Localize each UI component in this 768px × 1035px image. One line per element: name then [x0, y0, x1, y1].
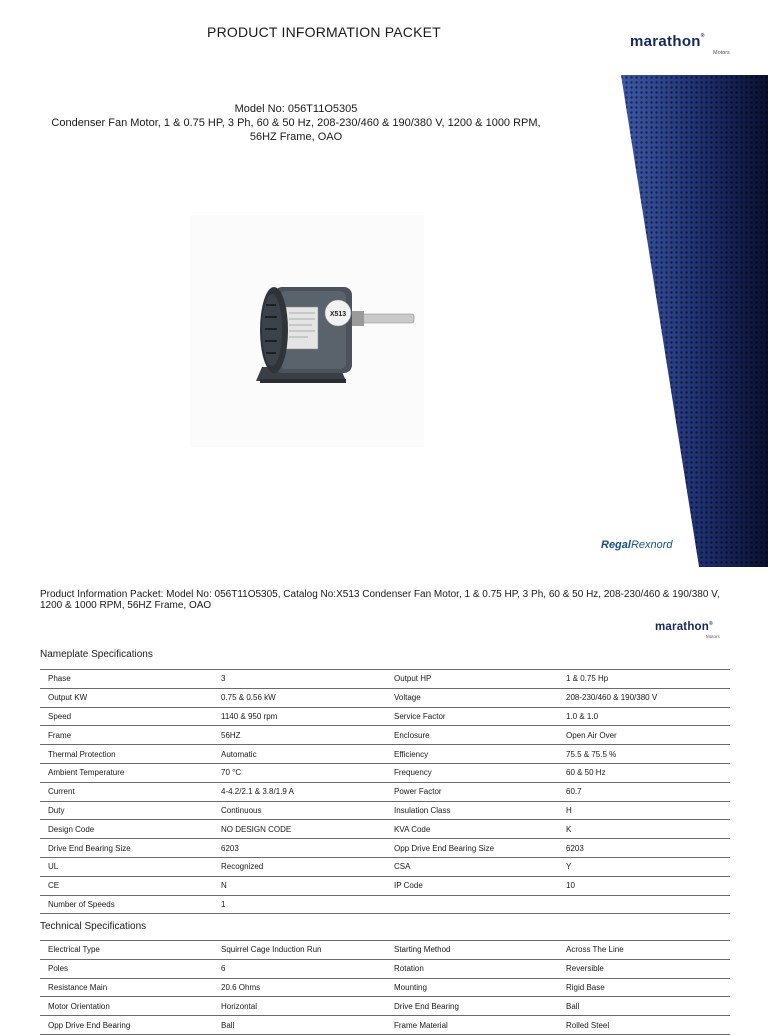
packet-line: 1200 & 1000 RPM, 56HZ Frame, OAO	[40, 600, 212, 611]
spec-row	[40, 670, 730, 689]
spec-value: 10	[558, 876, 730, 895]
nameplate-table	[40, 669, 730, 914]
spec-row	[40, 820, 730, 839]
spec-label: Design Code	[40, 820, 213, 839]
logo-text: marathon	[655, 621, 709, 633]
spec-value: Recognized	[213, 857, 386, 876]
spec-value: Ball	[213, 1016, 386, 1035]
spec-value: Open Air Over	[558, 726, 730, 745]
spec-label: Speed	[40, 707, 213, 726]
spec-value: 208-230/460 & 190/380 V	[558, 688, 730, 707]
spec-row	[40, 857, 730, 876]
spec-row	[40, 941, 730, 960]
spec-label: Drive End Bearing Size	[40, 839, 213, 858]
spec-label	[386, 895, 558, 914]
spec-value	[558, 895, 730, 914]
spec-label: Electrical Type	[40, 941, 213, 960]
spec-value: 6203	[213, 839, 386, 858]
nameplate-section-title: Nameplate Specifications	[40, 649, 153, 660]
spec-value: 56HZ	[213, 726, 386, 745]
logo-subtext: Motors	[706, 634, 720, 639]
spec-label: Ambient Temperature	[40, 763, 213, 782]
logo-text: marathon	[630, 33, 701, 50]
regal-text: Regal	[601, 539, 631, 551]
spec-label: CE	[40, 876, 213, 895]
model-number: Model No: 056T11O5305	[234, 103, 358, 115]
spec-label: Frame Material	[386, 1016, 558, 1035]
packet-line: Product Information Packet: Model No: 056T11O5305, Catalog No:X513 Condenser Fan Motor, 1 & 0.75 HP, 3 Ph, 60 & 50 Hz, 208-230/460 & 190/380 V,	[40, 589, 720, 600]
spec-row	[40, 782, 730, 801]
spec-label: Power Factor	[386, 782, 558, 801]
spec-label: Drive End Bearing	[386, 997, 558, 1016]
spec-label: Opp Drive End Bearing Size	[386, 839, 558, 858]
spec-value: 70 °C	[213, 763, 386, 782]
marathon-logo-small: marathon®	[655, 621, 713, 633]
spec-value: Continuous	[213, 801, 386, 820]
spec-label: Voltage	[386, 688, 558, 707]
spec-value: 1.0 & 1.0	[558, 707, 730, 726]
spec-label: Output HP	[386, 670, 558, 689]
page-title: PRODUCT INFORMATION PACKET	[207, 24, 441, 40]
spec-value: NO DESIGN CODE	[213, 820, 386, 839]
spec-value: Across The Line	[558, 941, 730, 960]
spec-label: Efficiency	[386, 745, 558, 764]
spec-value: 1	[213, 895, 386, 914]
logo-subtext: Motors	[713, 50, 730, 56]
spec-value: 60.7	[558, 782, 730, 801]
spec-value: Horizontal	[213, 997, 386, 1016]
spec-label: Mounting	[386, 978, 558, 997]
technical-section-title: Technical Specifications	[40, 921, 147, 932]
spec-value: 20.6 Ohms	[213, 978, 386, 997]
model-desc-line: 56HZ Frame, OAO	[249, 131, 343, 143]
spec-label: Thermal Protection	[40, 745, 213, 764]
spec-label: IP Code	[386, 876, 558, 895]
decorative-banner	[589, 75, 768, 567]
spec-label: KVA Code	[386, 820, 558, 839]
spec-label: Output KW	[40, 688, 213, 707]
spec-value: 4-4.2/2.1 & 3.8/1.9 A	[213, 782, 386, 801]
spec-label: Frame	[40, 726, 213, 745]
spec-label: UL	[40, 857, 213, 876]
model-description	[0, 102, 592, 144]
motor-product-image	[190, 215, 424, 447]
spec-row	[40, 1016, 730, 1035]
spec-label: Rotation	[386, 959, 558, 978]
spec-label: Phase	[40, 670, 213, 689]
spec-label: Frequency	[386, 763, 558, 782]
spec-value: 75.5 & 75.5 %	[558, 745, 730, 764]
spec-value: Squirrel Cage Induction Run	[213, 941, 386, 960]
spec-value: 0.75 & 0.56 kW	[213, 688, 386, 707]
spec-row	[40, 688, 730, 707]
spec-label: CSA	[386, 857, 558, 876]
spec-value: K	[558, 820, 730, 839]
spec-row	[40, 895, 730, 914]
spec-value: 1140 & 950 rpm	[213, 707, 386, 726]
marathon-logo: marathon®	[630, 33, 705, 50]
spec-value: 6	[213, 959, 386, 978]
spec-label: Insulation Class	[386, 801, 558, 820]
spec-label: Service Factor	[386, 707, 558, 726]
spec-value: 3	[213, 670, 386, 689]
spec-label: Duty	[40, 801, 213, 820]
spec-row	[40, 876, 730, 895]
spec-value: Y	[558, 857, 730, 876]
spec-row	[40, 959, 730, 978]
spec-value: Rigid Base	[558, 978, 730, 997]
spec-row	[40, 997, 730, 1016]
spec-value: Rolled Steel	[558, 1016, 730, 1035]
spec-value: H	[558, 801, 730, 820]
spec-value: N	[213, 876, 386, 895]
spec-label: Opp Drive End Bearing	[40, 1016, 213, 1035]
packet-description	[40, 589, 740, 611]
spec-value: Ball	[558, 997, 730, 1016]
spec-row	[40, 745, 730, 764]
regal-rexnord-logo	[601, 539, 673, 551]
spec-label: Enclosure	[386, 726, 558, 745]
spec-label: Starting Method	[386, 941, 558, 960]
spec-row	[40, 763, 730, 782]
technical-table	[40, 940, 730, 1035]
spec-value: 60 & 50 Hz	[558, 763, 730, 782]
model-desc-line: Condenser Fan Motor, 1 & 0.75 HP, 3 Ph, 60 & 50 Hz, 208-230/460 & 190/380 V, 1200 & 1000 RPM,	[51, 117, 541, 129]
spec-label: Number of Speeds	[40, 895, 213, 914]
spec-row	[40, 707, 730, 726]
spec-label: Motor Orientation	[40, 997, 213, 1016]
motor-label-text: X513	[329, 311, 347, 318]
spec-value: 1 & 0.75 Hp	[558, 670, 730, 689]
rexnord-text: Rexnord	[630, 539, 673, 551]
spec-value: 6203	[558, 839, 730, 858]
spec-row	[40, 801, 730, 820]
spec-label: Resistance Main	[40, 978, 213, 997]
spec-row	[40, 839, 730, 858]
spec-label: Poles	[40, 959, 213, 978]
spec-label: Current	[40, 782, 213, 801]
spec-row	[40, 726, 730, 745]
spec-value: Automatic	[213, 745, 386, 764]
spec-row	[40, 978, 730, 997]
spec-value: Reversible	[558, 959, 730, 978]
